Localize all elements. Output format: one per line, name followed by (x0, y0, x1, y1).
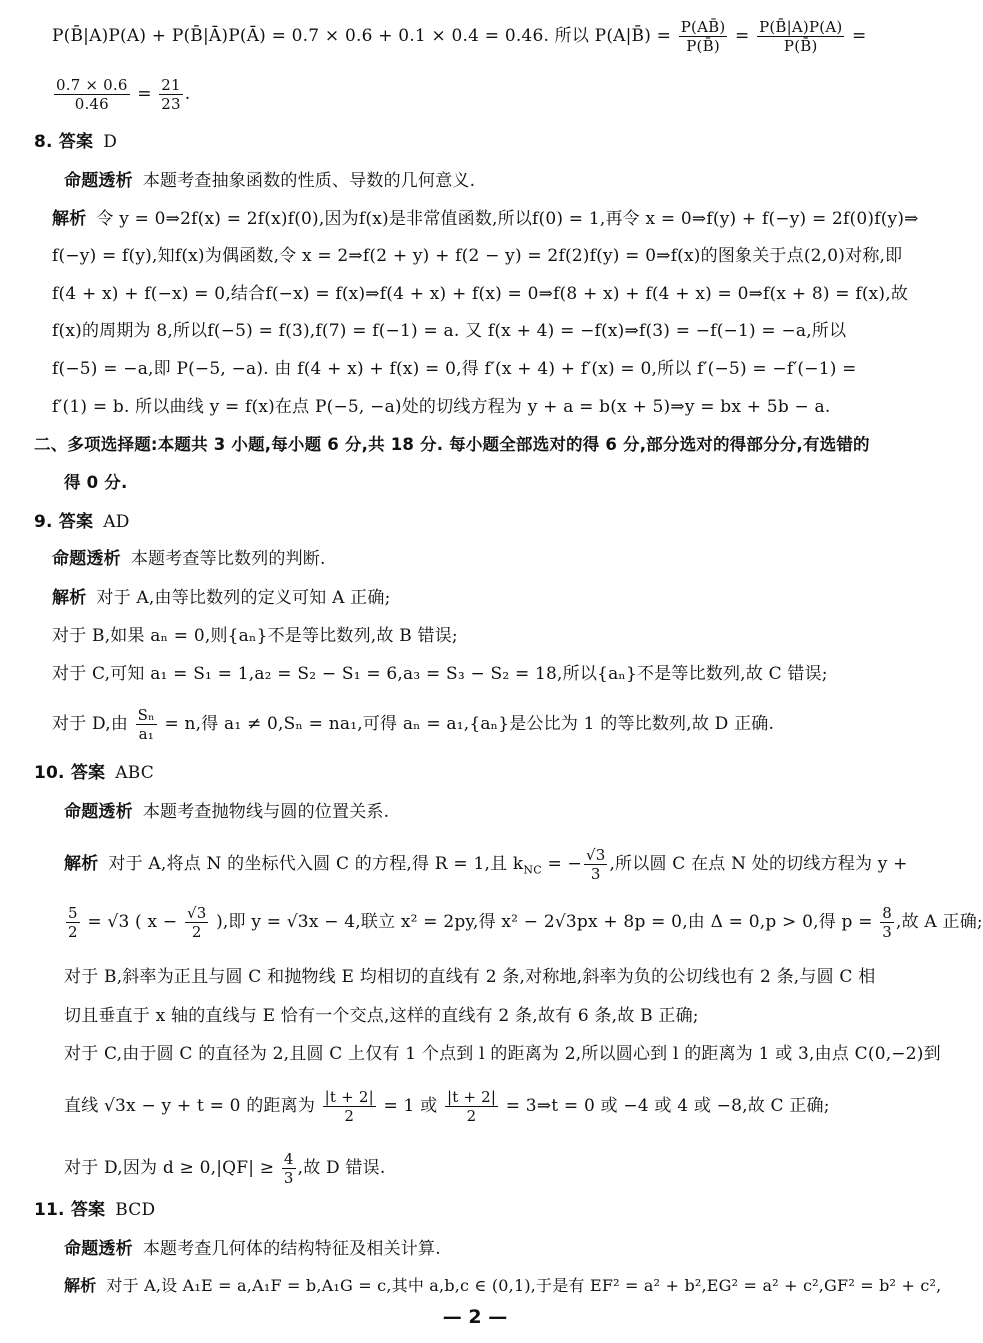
q9-analysis-b: 对于 B,如果 aₙ = 0,则{aₙ}不是等比数列,故 B 错误; (52, 626, 458, 646)
fraction-sqrt3-3: $\frac{√3}{3}$ (585, 846, 606, 883)
fraction-t2-2-b: $\frac{|t + 2|}{2}$ (446, 1088, 497, 1125)
q9-analysis-c: 对于 C,可知 a₁ = S₁ = 1,a₂ = S₂ − S₁ = 6,a₃ = S₃ − S₂ = 18,所以{aₙ}不是等比数列,故 C 错误; (52, 664, 828, 684)
q9-header: 9. 答案 AD (34, 512, 130, 532)
q11-header: 11. 答案 BCD (34, 1200, 156, 1220)
fraction-bayes: $\frac{P(B̄|A)P(A)}{P(B̄)}$ (759, 18, 843, 55)
q9-intent: 命题透析 本题考查等比数列的判断. (52, 549, 326, 569)
fraction-p-ab: $\frac{P(AB̄)}{P(B̄)}$ (680, 18, 726, 55)
q10-analysis-a-2: $\frac{5}{2}$ = √3 ( x − $\frac{√3}{2}$ ),即 y = √3x − 4,联立 x² = 2py,得 x² − 2√3px + 8p = 0,由 Δ = 0,p > 0,得 p = $\frac{8}{3}$ ,故 A 正确; (68, 904, 983, 941)
q10-analysis-c-1: 对于 C,由于圆 C 的直径为 2,且圆 C 上仅有 1 个点到 l 的距离为 2,所以圆心到 l 的距离为 1 或 3,由点 C(0,−2)到 (64, 1044, 941, 1064)
q11-analysis-a: 解析 对于 A,设 A₁E = a,A₁F = b,A₁G = c,其中 a,b,c ∈ (0,1),于是有 EF² = a² + b²,EG² = a² + c²,GF² = b² + c², (64, 1276, 942, 1295)
fraction-sn-a1: $\frac{\text{Sₙ}}{\text{a₁}}$ (137, 706, 155, 743)
q8-analysis-line-1: 解析 令 y = 0⇒2f(x) = 2f(x)f(0),因为f(x)是非常值函数,所以f(0) = 1,再令 x = 0⇒f(y) + f(−y) = 2f(0)f(y)⇒ (52, 209, 919, 229)
q9-analysis-a: 解析 对于 A,由等比数列的定义可知 A 正确; (52, 588, 391, 608)
q8-analysis-line-6: f′(1) = b. 所以曲线 y = f(x)在点 P(−5, −a)处的切线方程为 y + a = b(x + 5)⇒y = bx + 5b − a. (52, 397, 831, 417)
fraction-5-2: $\frac{5}{2}$ (68, 904, 78, 941)
q8-analysis-line-3: f(4 + x) + f(−x) = 0,结合f(−x) = f(x)⇒f(4 + x) + f(x) = 0⇒f(8 + x) + f(4 + x) = 0⇒f(x + 8) = f(x),故 (52, 284, 909, 304)
fraction-sqrt3-2: $\frac{√3}{2}$ (186, 904, 207, 941)
fraction-calc: $\frac{0.7 \times 0.6}{0.46}$ (56, 76, 128, 113)
q8-header: 8. 答案 D (34, 132, 118, 152)
top-line-1-lead: P(B̄|A)P(A) + P(B̄|Ā)P(Ā) = 0.7 × 0.6 + 0.1 × 0.4 = 0.46. 所以 P(A|B̄) = (52, 26, 672, 46)
q8-intent: 命题透析 本题考查抽象函数的性质、导数的几何意义. (64, 171, 476, 191)
q11-intent: 命题透析 本题考查几何体的结构特征及相关计算. (64, 1239, 441, 1259)
q10-analysis-a-1: 解析 对于 A,将点 N 的坐标代入圆 C 的方程,得 R = 1,且 $k_{NC}$ = − $\frac{√3}{3}$ ,所以圆 C 在点 N 处的切线方程为 y + (64, 846, 908, 883)
q10-header: 10. 答案 ABC (34, 763, 154, 783)
q8-analysis-line-2: f(−y) = f(y),知f(x)为偶函数,令 x = 2⇒f(2 + y) + f(2 − y) = 2f(2)f(y) = 0⇒f(x)的图象关于点(2,0)对称,即 (52, 246, 903, 266)
q10-intent: 命题透析 本题考查抛物线与圆的位置关系. (64, 802, 390, 822)
q8-analysis-line-4: f(x)的周期为 8,所以f(−5) = f(3),f(7) = f(−1) = a. 又 f(x + 4) = −f(x)⇒f(3) = −f(−1) = −a,所以 (52, 321, 847, 341)
fraction-t2-2-a: $\frac{|t + 2|}{2}$ (324, 1088, 374, 1125)
fraction-8-3: $\frac{8}{3}$ (882, 904, 892, 941)
q10-analysis-c-2: 直线 √3x − y + t = 0 的距离为 $\frac{|t + 2|}{2}$ = 1 或 $\frac{|t + 2|}{2}$ = 3⇒t = 0 或 −4 或 4 或 −8,故 C 正确; (64, 1088, 830, 1125)
fraction-result: $\frac{21}{23}$ (161, 76, 181, 113)
q9-analysis-d: 对于 D,由 $\frac{\text{Sₙ}}{\text{a₁}}$ = n,得 a₁ ≠ 0,Sₙ = na₁,可得 aₙ = a₁,{aₙ}是公比为 1 的等比数列,故 D 正确. (52, 706, 775, 743)
top-line-2: $\frac{0.7 \times 0.6}{0.46}$ = $\frac{21}{23}$ . (56, 76, 191, 113)
top-line-1: P(B̄|A)P(A) + P(B̄|Ā)P(Ā) = 0.7 × 0.6 + 0.1 × 0.4 = 0.46. 所以 P(A|B̄) = $\frac{P(AB̄)}{P(B̄)}$ = $\frac{P(B̄|A)P(A)}{P(B̄)}$ = (52, 18, 867, 55)
q10-analysis-b-1: 对于 B,斜率为正且与圆 C 和抛物线 E 均相切的直线有 2 条,对称地,斜率为负的公切线也有 2 条,与圆 C 相 (64, 967, 876, 987)
q10-analysis-d: 对于 D,因为 d ≥ 0,|QF| ≥ $\frac{4}{3}$ ,故 D 错误. (64, 1150, 386, 1187)
fraction-4-3: $\frac{4}{3}$ (283, 1150, 294, 1187)
q10-analysis-b-2: 切且垂直于 x 轴的直线与 E 恰有一个交点,这样的直线有 2 条,故有 6 条,故 B 正确; (64, 1006, 699, 1026)
q8-analysis-line-5: f(−5) = −a,即 P(−5, −a). 由 f(4 + x) + f(x) = 0,得 f′(x + 4) + f′(x) = 0,所以 f′(−5) = −f′(−1) = (52, 359, 857, 379)
section-2-heading-cont: 得 0 分. (64, 473, 128, 492)
section-2-heading: 二、多项选择题:本题共 3 小题,每小题 6 分,共 18 分. 每小题全部选对的得 6 分,部分选对的得部分分,有选错的 (34, 435, 870, 454)
page-number: — 2 — (442, 1306, 508, 1328)
